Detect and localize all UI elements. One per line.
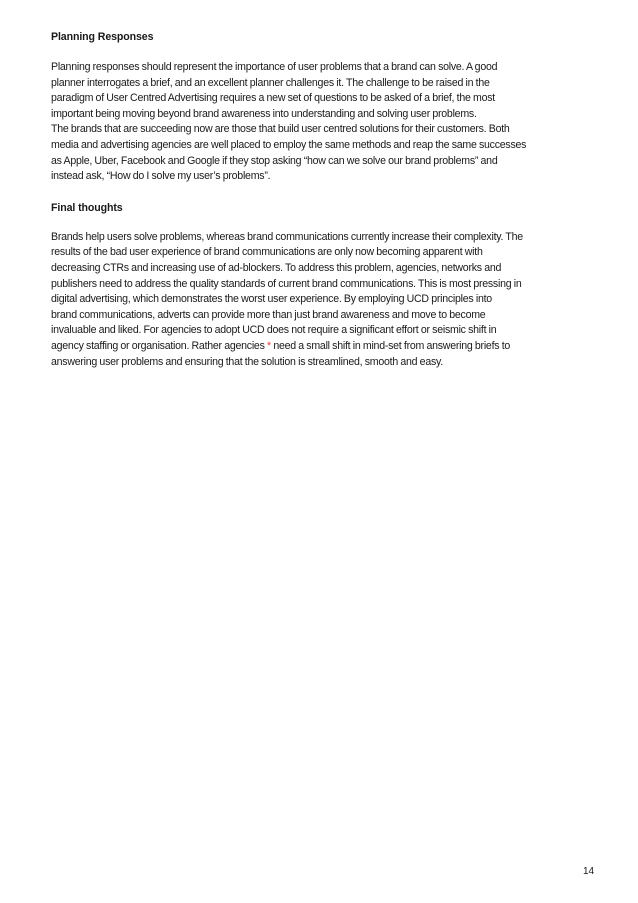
text-line: invaluable and liked. For agencies to adopt UCD does not require a significant effort or seismic shift in bbox=[51, 324, 497, 337]
page-content bbox=[51, 30, 591, 370]
text-line: brand communications, adverts can provide more than just brand awareness and move to become bbox=[51, 308, 486, 321]
text-line: instead ask, “How do I solve my user’s problems”. bbox=[51, 170, 271, 183]
text-line: paradigm of User Centred Advertising requires a new set of questions to be asked of a brief, the most bbox=[51, 92, 495, 105]
section-heading-planning-responses: Planning Responses bbox=[51, 31, 154, 43]
text-line: Brands help users solve problems, whereas brand communications currently increase their complexity. The bbox=[51, 230, 523, 243]
text-line-with-marker bbox=[51, 339, 591, 355]
text-line: digital advertising, which demonstrates the worst user experience. By employing UCD principles into bbox=[51, 293, 492, 306]
text-line: decreasing CTRs and increasing use of ad-blockers. To address this problem, agencies, networks and bbox=[51, 261, 502, 274]
text-line: Planning responses should represent the importance of user problems that a brand can solve. A good bbox=[51, 61, 498, 73]
text-line: The brands that are succeeding now are those that build user centred solutions for their customers. Both bbox=[51, 123, 510, 136]
text-line: publishers need to address the quality standards of current brand communications. This is most pressing in bbox=[51, 277, 522, 290]
page-number: 14 bbox=[583, 866, 595, 877]
paragraph-planning-2 bbox=[51, 122, 591, 184]
text-line: as Apple, Uber, Facebook and Google if they stop asking “how can we solve our brand problems” and bbox=[51, 154, 498, 167]
text-line: important being moving beyond brand awareness into understanding and solving user problems. bbox=[51, 107, 477, 120]
text-line: planner interrogates a brief, and an excellent planner challenges it. The challenge to be raised in the bbox=[51, 76, 490, 89]
paragraph-planning-1 bbox=[51, 60, 591, 122]
section-heading-final-thoughts: Final thoughts bbox=[51, 201, 123, 214]
paragraph-final-thoughts bbox=[51, 230, 591, 370]
asterisk-marker-icon: * bbox=[267, 339, 271, 352]
text-segment: need a small shift in mind-set from answering briefs to bbox=[273, 339, 511, 352]
text-line: media and advertising agencies are well placed to employ the same methods and reap the same successes bbox=[51, 138, 527, 151]
text-segment: agency staffing or organisation. Rather agencies bbox=[51, 339, 265, 352]
text-line: answering user problems and ensuring that the solution is streamlined, smooth and easy. bbox=[51, 355, 443, 368]
text-line: results of the bad user experience of brand communications are only now becoming apparent with bbox=[51, 246, 483, 259]
